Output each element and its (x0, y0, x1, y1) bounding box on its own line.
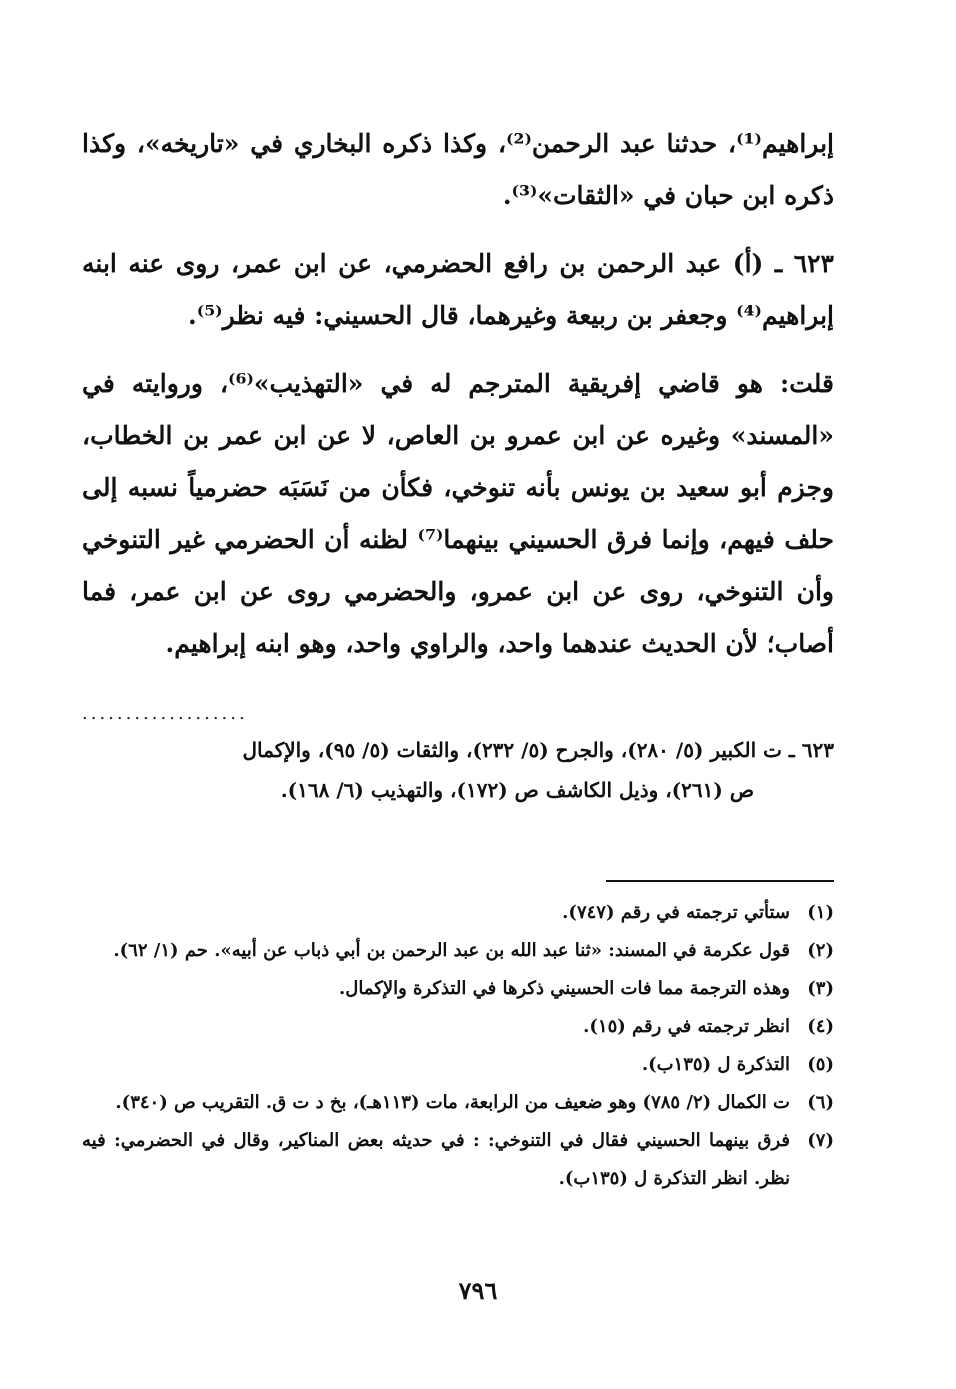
dotted-separator: ................... (82, 703, 248, 724)
footnote-number: (٧) (807, 1130, 834, 1151)
footnote-item (82, 894, 834, 932)
footnote-number: (٣) (807, 978, 834, 999)
footnote-item (82, 970, 834, 1008)
commentary-paragraph: قلت: هو قاضي إفريقية المترجم له في «التهذيب»⁽⁶⁾، وروايته في «المسند» وغيره عن ابن عمرو بن العاص، لا عن ابن عمر بن الخطاب، وجزم أبو سعيد بن يونس بأنه تنوخي، فكأن من نَسَبَه حضرمياً نسبه إلى حلف فيهم، وإنما فرق الحسيني بينهما⁽⁷⁾ لظنه أن الحضرمي غير التنوخي وأن التنوخي، روى عن ابن عمرو، والحضرمي روى عن ابن عمر، فما أصاب؛ لأن الحديث عندهما واحد، والراوي واحد، وهو ابنه إبراهيم. (82, 369, 834, 658)
footnote-text: التذكرة ل (١٣٥ب). (641, 1054, 790, 1075)
footnote-text: ستأتي ترجمته في رقم (٧٤٧). (562, 902, 790, 923)
footnote-text: انظر ترجمته في رقم (١٥). (583, 1016, 790, 1037)
footnote-number: (٢) (807, 940, 834, 961)
footnote-item (82, 1046, 834, 1084)
footnote-number: (٦) (807, 1092, 834, 1113)
footnote-number: (٥) (807, 1054, 834, 1075)
footnote-item (82, 1008, 834, 1046)
footnote-text: ت الكمال (٢/ ٧٨٥) وهو ضعيف من الرابعة، مات (١١٣هـ)، بخ د ت ق. التقريب ص (٣٤٠). (115, 1092, 790, 1113)
footnote-rule (606, 880, 834, 882)
source-line-2: ص (٢٦١)، وذيل الكاشف ص (١٧٢)، والتهذيب (٦/ ١٦٨). (280, 778, 754, 802)
footnote-item (82, 932, 834, 970)
page-number: ٧٩٦ (458, 1276, 498, 1305)
footnote-number: (١) (807, 902, 834, 923)
paragraph-continuation: إبراهيم⁽¹⁾، حدثنا عبد الرحمن⁽²⁾، وكذا ذكره البخاري في «تاريخه»، وكذا ذكره ابن حبان في «الثقات»⁽³⁾. (82, 129, 834, 210)
footnote-text: وهذه الترجمة مما فات الحسيني ذكرها في التذكرة والإكمال. (339, 978, 790, 999)
source-line-1: ٦٢٣ ـ ت الكبير (٥/ ٢٨٠)، والجرح (٥/ ٢٣٢)، والثقات (٥/ ٩٥)، والإكمال (242, 738, 834, 762)
footnote-item (82, 1122, 834, 1198)
footnotes-list (82, 894, 834, 1198)
page-body (82, 118, 834, 1198)
footnote-number: (٤) (807, 1016, 834, 1037)
main-text (82, 118, 834, 670)
entry-623: ٦٢٣ ـ (أ) عبد الرحمن بن رافع الحضرمي، عن ابن عمر، روى عنه ابنه إبراهيم⁽⁴⁾ وجعفر بن ربيعة وغيرهما، قال الحسيني: فيه نظر⁽⁵⁾. (82, 249, 834, 330)
source-references (82, 730, 834, 810)
footnote-item (82, 1084, 834, 1122)
footnote-text: قول عكرمة في المسند: «ثنا عبد الله بن عبد الرحمن بن أبي ذباب عن أبيه». حم (١/ ٦٢). (113, 940, 790, 961)
footnote-text: فرق بينهما الحسيني فقال في التنوخي: : في حديثه بعض المناكير، وقال في الحضرمي: فيه نظر. انظر التذكرة ل (١٣٥ب). (82, 1130, 790, 1189)
